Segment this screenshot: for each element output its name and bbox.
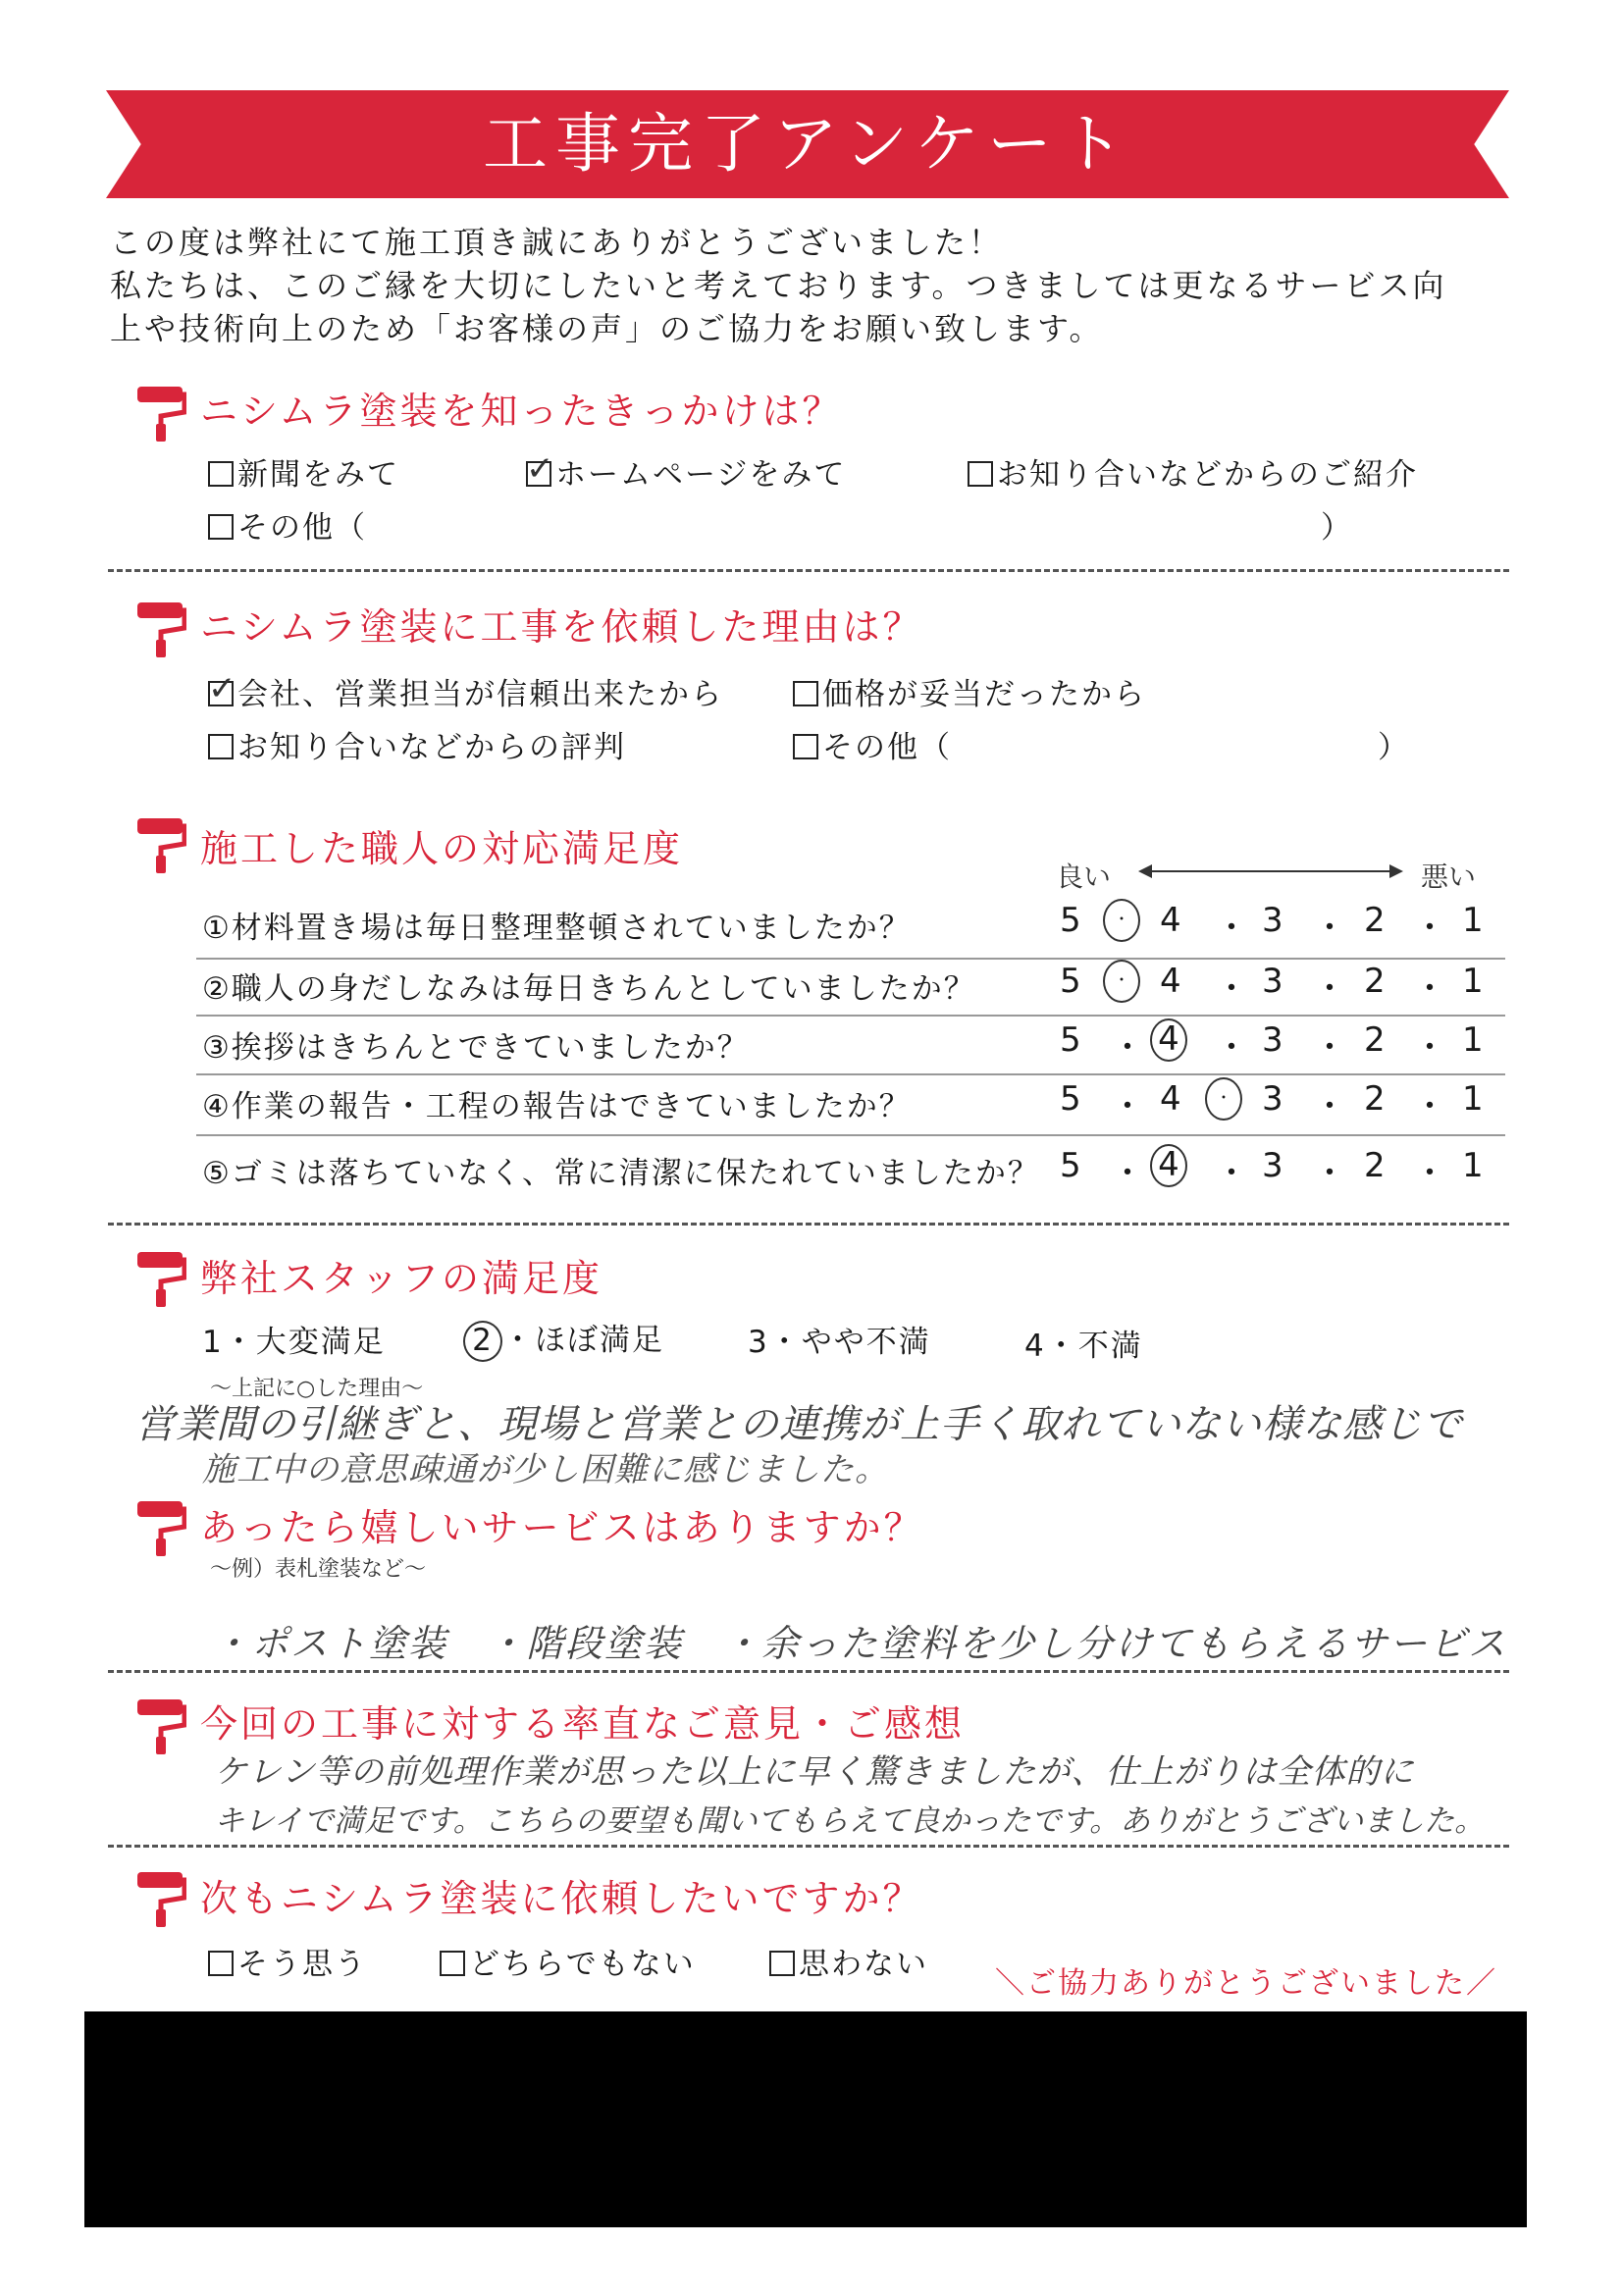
rating-3[interactable]: 3 — [1262, 1079, 1283, 1119]
q7-option-yes[interactable] — [208, 1939, 367, 1983]
rating-dot: ・ — [1111, 1087, 1144, 1126]
q4-option-4[interactable]: 4・不満 — [1024, 1329, 1143, 1364]
q3-item-4: ④作業の報告・工程の報告はできていましたか？ — [202, 1089, 912, 1124]
rating-selected-mark[interactable]: ・ — [1103, 960, 1140, 1003]
rating-5[interactable]: 5 — [1060, 1146, 1081, 1185]
intro-line-1: この度は弊社にて施工頂き誠にありがとうございました！ — [110, 224, 1004, 261]
q1-option-homepage[interactable] — [526, 449, 846, 494]
q7-option-no[interactable] — [769, 1939, 928, 1983]
paint-roller-icon — [135, 1697, 186, 1756]
option-label: 思わない — [799, 1947, 928, 1982]
paint-roller-icon — [135, 816, 186, 875]
option-label: そう思う — [237, 1947, 367, 1982]
paint-roller-icon — [135, 1250, 186, 1309]
checkmark-icon: ✓ — [208, 669, 238, 708]
checkmark-icon: ✓ — [526, 449, 556, 489]
q4-answer-line-1[interactable]: 営業間の引継ぎと、現場と営業との連携が上手く取れていない様な感じで — [135, 1402, 1463, 1447]
rating-1[interactable]: 1 — [1462, 901, 1484, 940]
checkbox-checked[interactable] — [208, 669, 238, 708]
q3-item-5: ⑤ゴミは落ちていなく、常に清潔に保たれていましたか？ — [202, 1156, 1040, 1191]
option-label: 会社、営業担当が信頼出来たから — [237, 677, 723, 712]
rating-4-selected[interactable]: 4 — [1150, 1144, 1187, 1187]
q2-option-reputation[interactable] — [208, 722, 626, 766]
thanks-slash-right: ／ — [1466, 1966, 1497, 2001]
rating-dot: ・ — [1215, 909, 1248, 948]
scale-good-label: 良い — [1056, 861, 1112, 893]
rating-2[interactable]: 2 — [1364, 1079, 1386, 1119]
rating-dot: ・ — [1313, 969, 1346, 1009]
q6-answer-line-2[interactable]: キレイで満足です。こちらの要望も聞いてもらえて良かったです。ありがとうございました。 — [214, 1803, 1486, 1839]
q2-option-other[interactable] — [793, 722, 952, 766]
option-label: ホームページをみて — [555, 457, 847, 493]
page-title: 工事完了アンケート — [482, 106, 1133, 182]
checkbox[interactable] — [208, 514, 234, 540]
rating-dot: ・ — [1413, 1087, 1446, 1126]
row-line — [196, 1073, 1505, 1075]
rating-dot: ・ — [1313, 1087, 1346, 1126]
q6-title: 今回の工事に対する率直なご意見・ご感想 — [200, 1702, 966, 1746]
rating-1[interactable]: 1 — [1462, 1079, 1484, 1119]
row-line — [196, 958, 1505, 960]
rating-dot: ・ — [1111, 1154, 1144, 1193]
checkbox[interactable] — [968, 461, 993, 487]
checkbox[interactable] — [208, 1951, 234, 1976]
option-label: その他（ — [822, 730, 952, 765]
q4-option-1[interactable]: 1・大変満足 — [202, 1325, 386, 1360]
q4-option-3[interactable]: 3・やや不満 — [748, 1325, 931, 1360]
rating-1[interactable]: 1 — [1462, 1020, 1484, 1060]
rating-dot: ・ — [1313, 1028, 1346, 1068]
thanks-slash-left: ＼ — [995, 1966, 1026, 2001]
q1-option-newspaper[interactable] — [208, 449, 399, 494]
row-line — [196, 1134, 1505, 1136]
q7-title: 次もニシムラ塗装に依頼したいですか？ — [200, 1877, 923, 1920]
q6-answer-line-1[interactable]: ケレン等の前処理作業が思った以上に早く驚きましたが、仕上がりは全体的に — [214, 1752, 1415, 1792]
q1-title: ニシムラ塗装を知ったきっかけは？ — [200, 390, 843, 433]
rating-2[interactable]: 2 — [1364, 962, 1386, 1001]
q3-item-3: ③挨拶はきちんとできていましたか？ — [202, 1030, 750, 1066]
scale-arrow-icon — [1138, 860, 1403, 883]
q2-title: ニシムラ塗装に工事を依頼した理由は？ — [200, 605, 923, 649]
checkbox-checked[interactable] — [526, 449, 556, 489]
rating-selected-mark[interactable]: ・ — [1103, 899, 1140, 942]
q2-option-price[interactable] — [793, 669, 1146, 713]
rating-5[interactable]: 5 — [1060, 901, 1081, 940]
option-label: その他（ — [237, 510, 367, 546]
option-label: 価格が妥当だったから — [822, 677, 1146, 712]
checkbox[interactable] — [208, 461, 234, 487]
checkbox[interactable] — [793, 681, 818, 706]
rating-5[interactable]: 5 — [1060, 1079, 1081, 1119]
divider — [108, 1670, 1509, 1673]
paint-roller-icon — [135, 1870, 186, 1929]
row-line — [196, 1015, 1505, 1017]
redacted-area — [84, 2011, 1527, 2227]
rating-dot: ・ — [1111, 1028, 1144, 1068]
rating-4[interactable]: 4 — [1160, 962, 1181, 1001]
paint-roller-icon — [135, 385, 186, 444]
q5-title: あったら嬉しいサービスはありますか？ — [200, 1506, 924, 1549]
rating-selected-mark[interactable]: ・ — [1205, 1077, 1242, 1121]
checkbox[interactable] — [793, 734, 818, 759]
q3-item-2: ②職人の身だしなみは毎日きちんとしていましたか？ — [202, 971, 976, 1007]
option-label: ・ほぼ満足 — [502, 1323, 664, 1358]
thanks-text: ご協力ありがとうございました — [1026, 1966, 1466, 2001]
rating-dot: ・ — [1413, 969, 1446, 1009]
intro-line-3: 上や技術向上のため「お客様の声」のご協力をお願い致します。 — [110, 310, 1104, 347]
rating-5[interactable]: 5 — [1060, 962, 1081, 1001]
q3-title: 施工した職人の対応満足度 — [200, 827, 684, 870]
q4-option-2-selected[interactable] — [463, 1315, 664, 1362]
thanks-message — [995, 1958, 1497, 2002]
rating-3[interactable]: 3 — [1262, 901, 1283, 940]
checkbox[interactable] — [440, 1951, 465, 1976]
rating-3[interactable]: 3 — [1262, 962, 1283, 1001]
q4-answer-line-2[interactable]: 施工中の意思疎通が少し困難に感じました。 — [202, 1450, 889, 1489]
q3-item-1: ①材料置き場は毎日整理整頓されていましたか？ — [202, 911, 912, 946]
rating-dot: ・ — [1413, 1154, 1446, 1193]
option-label: お知り合いなどからのご紹介 — [997, 457, 1418, 493]
divider — [108, 569, 1509, 572]
rating-4[interactable]: 4 — [1160, 901, 1181, 940]
divider — [108, 1845, 1509, 1848]
q4-reason-label: ～上記に○した理由～ — [210, 1377, 424, 1401]
option-label: 新聞をみて — [237, 457, 399, 493]
divider — [108, 1223, 1509, 1226]
intro-line-2: 私たちは、このご縁を大切にしたいと考えております。つきましては更なるサービス向 — [110, 267, 1447, 304]
option-label: お知り合いなどからの評判 — [237, 730, 626, 765]
rating-dot: ・ — [1413, 909, 1446, 948]
rating-4[interactable]: 4 — [1160, 1079, 1181, 1119]
checkbox[interactable] — [769, 1951, 795, 1976]
q4-selected-number: 2 — [463, 1321, 502, 1362]
q1-other-close: ） — [1321, 510, 1353, 546]
paint-roller-icon — [135, 600, 186, 659]
rating-1[interactable]: 1 — [1462, 1146, 1484, 1185]
scale-bad-label: 悪い — [1421, 861, 1477, 893]
q4-title: 弊社スタッフの満足度 — [200, 1257, 603, 1300]
q5-answer[interactable]: ・ポスト塗装 ・階段塗装 ・余った塗料を少し分けてもらえるサービス — [212, 1622, 1508, 1665]
rating-dot: ・ — [1215, 1154, 1248, 1193]
rating-5[interactable]: 5 — [1060, 1020, 1081, 1060]
rating-dot: ・ — [1215, 1028, 1248, 1068]
q7-option-neither[interactable] — [440, 1939, 696, 1983]
option-label: どちらでもない — [469, 1947, 696, 1982]
rating-dot: ・ — [1313, 909, 1346, 948]
rating-dot: ・ — [1413, 1028, 1446, 1068]
rating-3[interactable]: 3 — [1262, 1146, 1283, 1185]
q5-example: ～例）表札塗装など～ — [210, 1557, 427, 1582]
checkbox[interactable] — [208, 734, 234, 759]
rating-dot: ・ — [1313, 1154, 1346, 1193]
rating-3[interactable]: 3 — [1262, 1020, 1283, 1060]
rating-4-selected[interactable]: 4 — [1150, 1018, 1187, 1062]
q2-other-close: ） — [1378, 730, 1410, 765]
rating-2[interactable]: 2 — [1364, 901, 1386, 940]
q1-option-other[interactable] — [208, 502, 367, 547]
rating-dot: ・ — [1215, 969, 1248, 1009]
rating-2[interactable]: 2 — [1364, 1146, 1386, 1185]
q1-option-referral[interactable] — [968, 449, 1418, 494]
rating-1[interactable]: 1 — [1462, 962, 1484, 1001]
paint-roller-icon — [135, 1499, 186, 1558]
q2-option-trust[interactable] — [208, 669, 723, 713]
rating-2[interactable]: 2 — [1364, 1020, 1386, 1060]
